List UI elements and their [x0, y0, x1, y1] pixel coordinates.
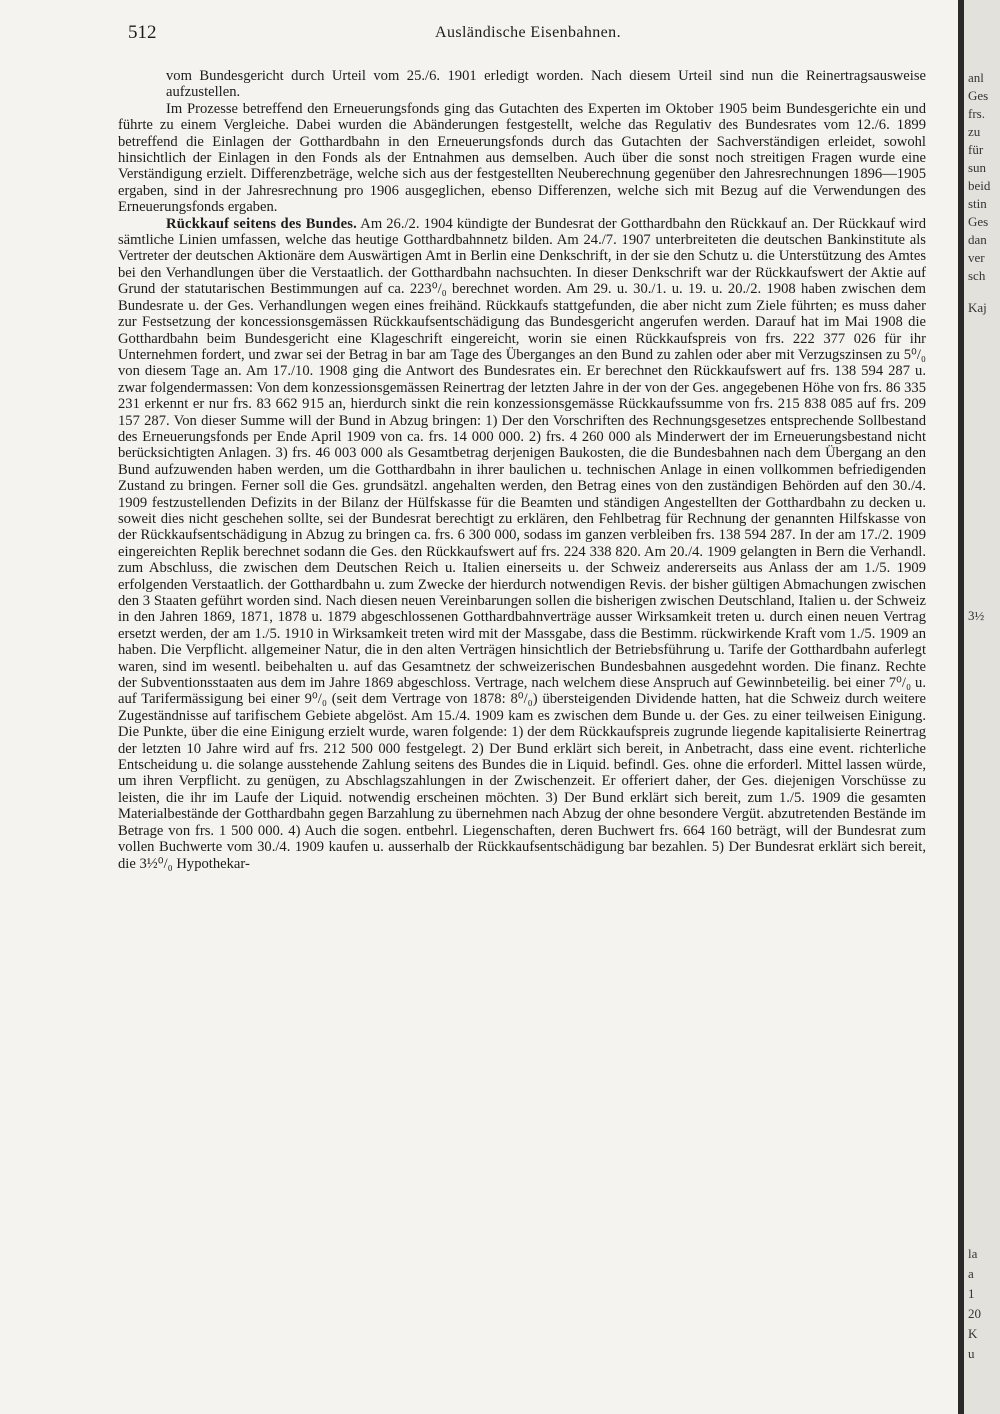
neighbor-fragment: Ges: [968, 88, 989, 103]
paragraph-continuation: vom Bundesgericht durch Urteil vom 25./6. 1901 erledigt worden. Nach diesem Urteil sind nun die Reinertragsausweise aufzustellen.: [166, 68, 926, 101]
running-header: [128, 22, 928, 46]
neighbor-fragment: ver: [968, 250, 985, 265]
neighbor-fragment: Ges: [968, 214, 989, 229]
neighbor-fragment: stin: [968, 196, 987, 211]
paragraph-rueckkauf: [118, 216, 926, 872]
section-heading: Rückkauf seitens des Bundes.: [166, 215, 357, 232]
neighbor-fragment: la: [968, 1246, 978, 1261]
section-text: Am 26./2. 1904 kündigte der Bundesrat der Gotthardbahn den Rückkauf an. Der Rückkauf wird sämtliche Linien umfassen, welche das heutige Gotthardbahnnetz bilden. Am 24./7. 1907 unterbreiteten die deutschen Bankinstitute als Vertreter der deutschen Aktionäre dem Auswärtigen Amt in Berlin eine Denkschrift, in der sie den Schutz u. die Unterstützung des Amtes bei den Verhandlungen über die Verstaatlich. der Gotthardbahn nachsuchten. In dieser Denkschrift war der Rückkaufswert der Aktie auf Grund der statutarischen Bestimmungen auf ca. 223⁰/₀ berechnet worden. Am 29. u. 30./1. u. 19. u. 20./2. 1908 haben zwischen dem Bundesrate u. der Ges. Verhandlungen wegen eines freihänd. Rückkaufs stattgefunden, die aber nicht zum Ziele führten; es muss daher zur Festsetzung der koncessionsgemässen Rückkaufsentschädigung das Bundesgericht angerufen werden. Darauf hat im Mai 1908 die Gotthardbahn beim Bundesgericht eine Klageschrift eingereicht, worin sie einen Rückkaufspreis von frs. 222 377 026 für ihr Unternehmen fordert, und zwar sei der Betrag in bar am Tage des Überganges an den Bund zu zahlen oder aber mit Verzugszinsen zu 5⁰/₀ von diesem Tage an. Am 17./10. 1908 ging die Antwort des Bundesrates ein. Er berechnet den Rückkaufswert auf frs. 138 594 287 u. zwar folgendermassen: Von dem konzessionsgemässen Reinertrag der letzten Jahre in der von der Ges. angegebenen Höhe von frs. 86 335 231 erkennt er nur frs. 83 662 915 an, hierdurch sinkt die rein konzessionsgemässe Rückkaufssumme von frs. 215 838 085 auf frs. 209 157 287. Von dieser Summe will der Bund in Abzug bringen: 1) Der den Vorschriften des Rechnungsgesetzes entsprechende Sollbestand des Erneuerungsfonds per Ende April 1909 von ca. frs. 14 000 000. 2) frs. 4 260 000 als Minderwert der im Erneuerungsbestand nicht berücksichtigten Anlagen. 3) frs. 46 003 000 als Gesamtbetrag derjenigen Baukosten, die die Bundesbahnen nach dem Übergang an den Bund aufzuwenden haben werden, um die Gotthardbahn in ihrer baulichen u. technischen Anlage in einen vollkommen befriedigenden Zustand zu bringen. Ferner soll die Ges. grundsätzl. angehalten werden, den Betrag eines von den zuständigen Behörden auf den 30./4. 1909 festzustellenden Defizits in der Bilanz der Hülfskasse für die Beamten und ständigen Angestellten der Gotthardbahn zu decken u. soweit dies nicht geschehen sollte, sei der Bundesrat berechtigt zu erklären, den Fehlbetrag für Rechnung der genannten Hilfskasse von der Rückkaufsentschädigung in Abzug zu bringen ca. frs. 6 300 000, sodass im ganzen verbleiben frs. 138 594 287. In der am 17./2. 1909 eingereichten Replik berechnet sodann die Ges. den Rückkaufswert auf frs. 224 338 820. Am 20./4. 1909 gelangten in Bern die Verhandl. zum Abschluss, die zwischen dem Deutschen Reich u. Italien einerseits u. der Schweiz andererseits aus Anlass der am 1./5. 1909 erfolgenden Verstaatlich. der Gotthardbahn u. zum Zwecke der hierdurch notwendigen Revis. der bisher gültigen Abmachungen zwischen den 3 Staaten geführt worden sind. Nach diesen neuen Vereinbarungen sollen die bisherigen zwischen Deutschland, Italien u. der Schweiz in den Jahren 1869, 1871, 1878 u. 1879 abgeschlossenen Gotthardbahnverträge ausser Wirksamkeit treten u. durch einen neuen Vertrag ersetzt werden, der am 1./5. 1910 in Wirksamkeit treten wird mit der Massgabe, dass die Bestimm. rückwirkende Kraft vom 1./5. 1909 an haben. Die Verpflicht. allgemeiner Natur, die in den alten Verträgen hinsichtlich der Betriebsführung u. Tarife der Gotthardbahn auferlegt waren, sind im wesentl. beibehalten u. auf das Gesamtnetz der schweizerischen Bundesbahnen ausgedehnt worden. Die finanz. Rechte der Subventionsstaaten aus dem im Jahre 1869 abgeschloss. Vertrage, nach welchem diese Anspruch auf Gewinnbeteilig. bei einer 7⁰/₀ u. auf Tarifermässigung bei einer 9⁰/₀ (seit dem Vertrage von 1878: 8⁰/₀) übersteigenden Dividende hatten, hat die Schweiz durch weitere Zugeständnisse auf tarifischem Gebiete abgelöst. Am 15./4. 1909 kam es zwischen dem Bunde u. der Ges. zu einer teilweisen Einigung. Die Punkte, über die eine Einigung erzielt wurde, waren folgende: 1) der dem Rückkaufspreis zugrunde liegende kapitalisierte Reinertrag der letzten 10 Jahre wird auf frs. 212 500 000 festgelegt. 2) Der Bund erklärt sich bereit, in Anbetracht, dass eine event. richterliche Entscheidung u. die solange ausstehende Zahlung seitens des Bundes die in Liquid. befindl. Ges. ohne die erforderl. Mittel lassen würde, um ihren Verpflicht. zu genügen, zu Abschlagszahlungen in der Zwischenzeit. Er offeriert daher, der Ges. diejenigen Vorschüsse zu leisten, die ihr im Laufe der Liquid. notwendig erscheinen möchten. 3) Der Bund erklärt sich bereit, zum 1./5. 1909 die gesamten Materialbestände der Gotthardbahn gegen Barzahlung zu übernehmen nach Abzug der ohne besondere Vergüt. abzutretenden Bestände im Betrage von frs. 1 500 000. 4) Auch die sogen. entbehrl. Liegenschaften, deren Buchwert frs. 664 160 beträgt, will der Bundesrat zum vollen Buchwerte vom 30./4. 1909 kaufen u. ausserhalb der Rückkaufsentschädigung bar bezahlen. 5) Der Bundesrat erklärt sich bereit, die 3½⁰/₀ Hypothekar-: [118, 215, 926, 872]
neighbor-fragment: sun: [968, 160, 987, 175]
body-text: [118, 68, 926, 872]
neighbor-fragment: a: [968, 1266, 974, 1281]
neighbor-fragment: 20: [968, 1306, 981, 1321]
neighbor-fragment: 3½: [968, 608, 985, 623]
neighbor-fragment: beid: [968, 178, 991, 193]
paragraph-erneuerungsfonds: Im Prozesse betreffend den Erneuerungsfonds ging das Gutachten des Experten im Oktober 1905 beim Bundesgerichte ein und führte zu einem Vergleiche. Dabei wurden die Abänderungen festgestellt, welche das Regulativ des Bundesrates vom 12./6. 1899 betreffend die Einlagen der Gotthardbahn in den Erneuerungsfonds durch das Gutachten der Sachverständigen erleidet, sowohl hinsichtlich der Einlagen in den Fonds als der Entnahmen aus demselben. Auch über die sonst noch streitigen Fragen wurde eine Verständigung erzielt. Differenzbeträge, welche sich aus der festgestellten Neuberechnung gegenüber den Jahresrechnungen 1896—1905 ergaben, sind in der Jahresrechnung pro 1906 ausgeglichen, ebenso Differenzen, welche sich mit Bezug auf die Verwendungen des Erneuerungsfonds ergaben.: [118, 100, 926, 216]
neighbor-fragment: zu: [968, 124, 981, 139]
neighbor-fragment: dan: [968, 232, 987, 247]
neighbor-fragment: frs.: [968, 106, 985, 121]
neighbor-fragment: Kaj: [968, 300, 987, 315]
neighbor-page-strip: [964, 0, 1000, 1414]
neighbor-fragment: 1: [968, 1286, 975, 1301]
page-number: 512: [128, 22, 157, 43]
neighbor-fragment: für: [968, 142, 984, 157]
neighbor-fragment: K: [968, 1326, 978, 1341]
neighbor-fragment: u: [968, 1346, 975, 1361]
neighbor-fragment: anl: [968, 70, 984, 85]
neighbor-fragment: sch: [968, 268, 986, 283]
running-title: Ausländische Eisenbahnen.: [435, 24, 621, 41]
